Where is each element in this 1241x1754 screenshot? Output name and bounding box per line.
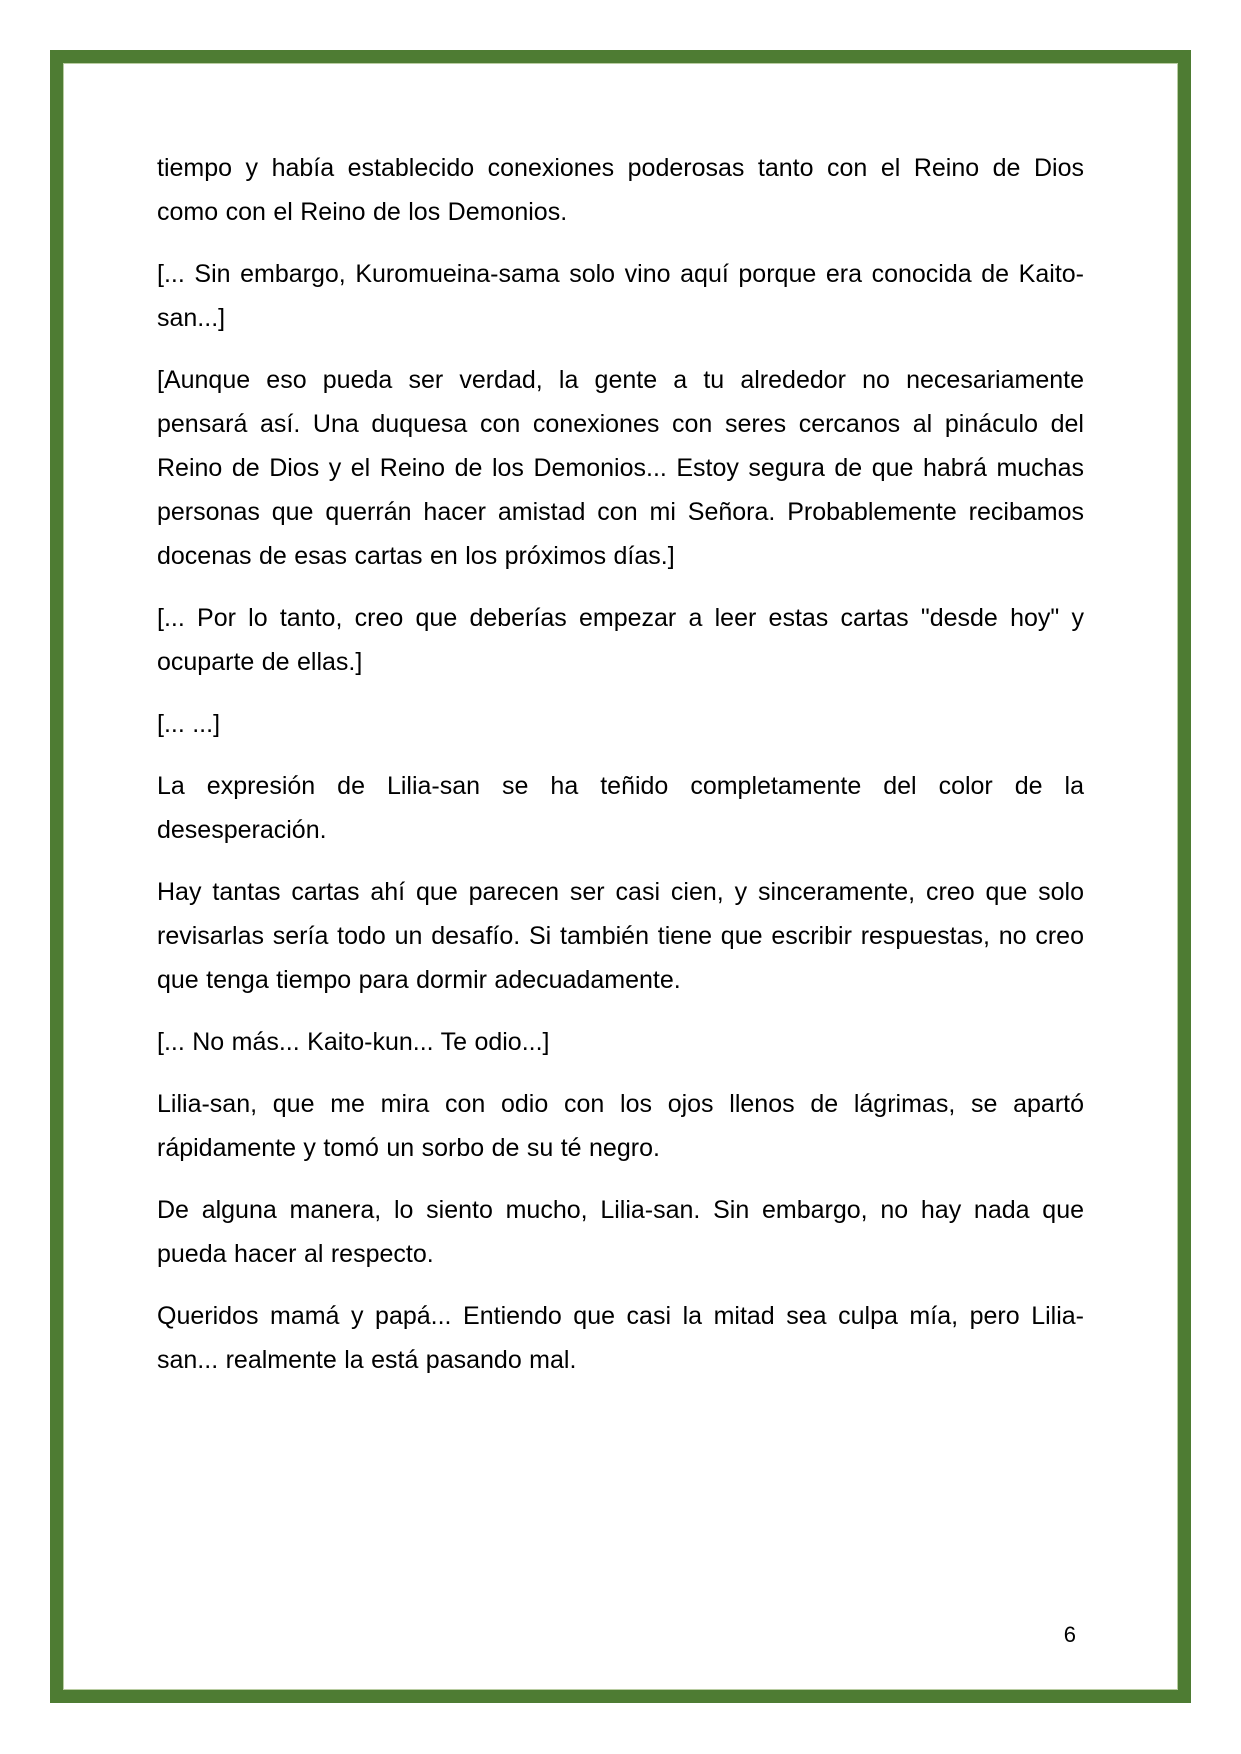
paragraph: [... ...] bbox=[157, 710, 221, 738]
page-border-frame bbox=[50, 50, 1191, 1703]
paragraph: La expresión de Lilia-san se ha teñido completamente del color de la desesperación. bbox=[157, 772, 1084, 844]
paragraph: De alguna manera, lo siento mucho, Lilia-san. Sin embargo, no hay nada que pueda hacer al respecto. bbox=[157, 1196, 1084, 1268]
paragraph: Queridos mamá y papá... Entiendo que casi la mitad sea culpa mía, pero Lilia-san... realmente la está pasando mal. bbox=[157, 1302, 1084, 1374]
paragraph: [... No más... Kaito-kun... Te odio...] bbox=[157, 1028, 550, 1056]
paragraph: [... Por lo tanto, creo que deberías empezar a leer estas cartas "desde hoy" y ocuparte de ellas.] bbox=[157, 604, 1084, 676]
paragraph: [Aunque eso pueda ser verdad, la gente a tu alrededor no necesariamente pensará así. Una duquesa con conexiones con seres cercanos al pináculo del Reino de Dios y el Reino de los Demonios... Estoy segura de que habrá muchas personas que querrán hacer amistad con mi Señora. Probablemente recibamos docenas de esas cartas en los próximos días.] bbox=[157, 366, 1084, 570]
paragraph: tiempo y había establecido conexiones poderosas tanto con el Reino de Dios como con el Reino de los Demonios. bbox=[157, 154, 1084, 226]
paragraph: Lilia-san, que me mira con odio con los ojos llenos de lágrimas, se apartó rápidamente y tomó un sorbo de su té negro. bbox=[157, 1090, 1084, 1162]
page-number: 6 bbox=[1063, 1622, 1076, 1647]
paragraph: Hay tantas cartas ahí que parecen ser casi cien, y sinceramente, creo que solo revisarlas sería todo un desafío. Si también tiene que escribir respuestas, no creo que tenga tiempo para dormir adecuadamente. bbox=[157, 878, 1084, 994]
page-body-text bbox=[63, 63, 1178, 1400]
paragraph: [... Sin embargo, Kuromueina-sama solo vino aquí porque era conocida de Kaito-san...] bbox=[157, 260, 1084, 332]
